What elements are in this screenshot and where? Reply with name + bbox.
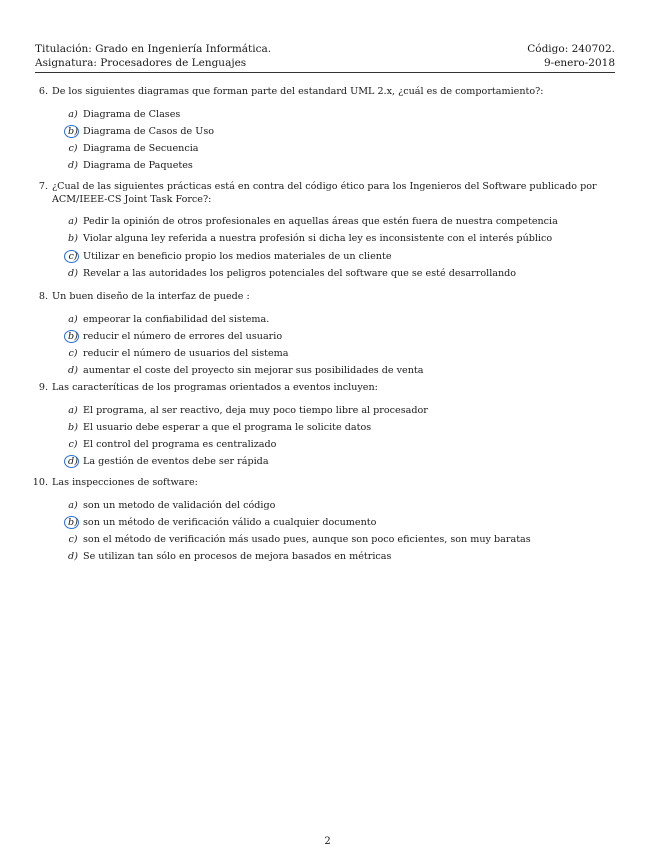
option-text: El usuario debe esperar a que el programa le solicite datos: [83, 421, 372, 433]
option-text: El programa, al ser reactivo, deja muy poco tiempo libre al procesador: [83, 404, 428, 416]
answer-option[interactable]: [67, 328, 607, 345]
question-item: [38, 181, 607, 282]
option-letter: c): [68, 143, 78, 155]
option-letter: d): [68, 268, 78, 280]
option-text: Se utilizan tan sólo en procesos de mejora basados en métricas: [83, 551, 392, 563]
exam-code: Código: 240702.: [527, 43, 615, 55]
answer-option[interactable]: [67, 140, 607, 157]
question-item: [32, 477, 607, 566]
question-text: Las inspecciones de software:: [52, 477, 198, 488]
header-left: [35, 42, 271, 70]
answer-option[interactable]: [67, 531, 607, 548]
question-text: Las caracteríticas de los programas orientados a eventos incluyen:: [52, 382, 378, 393]
answer-option[interactable]: [67, 362, 607, 379]
option-text: Pedir la opinión de otros profesionales en aquellas áreas que estén fuera de nuestra competencia: [83, 216, 558, 228]
option-letter: d): [68, 551, 78, 563]
option-letter: a): [68, 108, 78, 120]
question-text: De los siguientes diagramas que forman parte del estandard UML 2.x, ¿cuál es de comportamiento?:: [52, 86, 544, 97]
option-letter: a): [68, 216, 78, 228]
answer-option[interactable]: [67, 311, 607, 328]
option-text: Diagrama de Paquetes: [83, 160, 193, 172]
question-number: 8.: [38, 291, 48, 302]
exam-date: 9-enero-2018: [543, 57, 615, 69]
option-text: Diagrama de Casos de Uso: [83, 125, 215, 137]
option-letter: a): [68, 499, 78, 511]
answer-option[interactable]: [67, 213, 607, 230]
option-letter: c): [68, 534, 78, 546]
option-letter: d): [68, 365, 78, 377]
option-letter: b): [68, 516, 78, 528]
question-item: [38, 382, 607, 471]
header-right: [527, 42, 615, 70]
option-letter: b): [68, 421, 78, 433]
answer-option[interactable]: [67, 497, 607, 514]
question-number: 7.: [38, 181, 48, 192]
option-text: son el método de verificación más usado pues, aunque son poco eficientes, son muy baratas: [83, 534, 531, 546]
page-number: 2: [324, 836, 331, 847]
question-number: 6.: [38, 86, 48, 97]
option-list: [52, 213, 607, 282]
answer-option[interactable]: [67, 157, 607, 174]
answer-option[interactable]: [67, 345, 607, 362]
answer-option[interactable]: [67, 436, 607, 453]
option-letter: a): [68, 313, 78, 325]
option-text: reducir el número de usuarios del sistema: [83, 348, 289, 360]
option-text: Diagrama de Secuencia: [83, 143, 199, 155]
selected-answer-circle: [64, 250, 79, 263]
question-item: [38, 291, 607, 380]
header-divider: [35, 72, 615, 73]
option-text: La gestión de eventos debe ser rápida: [83, 456, 269, 468]
option-text: empeorar la confiabilidad del sistema.: [83, 313, 270, 325]
option-text: Diagrama de Clases: [83, 108, 181, 120]
option-letter: a): [68, 404, 78, 416]
question-number: 9.: [38, 382, 48, 393]
answer-option[interactable]: [67, 402, 607, 419]
option-list: [52, 497, 607, 566]
option-text: reducir el número de errores del usuario: [83, 330, 283, 342]
option-letter: b): [68, 233, 78, 245]
answer-option[interactable]: [67, 106, 607, 123]
question-text: Un buen diseño de la interfaz de puede :: [52, 291, 250, 302]
answer-option[interactable]: [67, 419, 607, 436]
answer-option[interactable]: [67, 248, 607, 265]
option-text: Utilizar en beneficio propio los medios materiales de un cliente: [83, 250, 392, 262]
option-letter: d): [68, 456, 78, 468]
option-list: [52, 311, 607, 380]
question-text: ¿Cual de las siguientes prácticas está en contra del código ético para los Ingenieros del Software publicado por ACM/IEEE-CS Joint Task Force?:: [52, 181, 597, 205]
option-letter: d): [68, 160, 78, 172]
question-item: [38, 86, 607, 175]
answer-option[interactable]: [67, 548, 607, 565]
option-list: [52, 402, 607, 471]
selected-answer-circle: [64, 516, 79, 529]
option-text: son un método de verificación válido a cualquier documento: [83, 516, 377, 528]
option-letter: b): [68, 330, 78, 342]
answer-option[interactable]: [67, 265, 607, 282]
subject-label: Asignatura: Procesadores de Lenguajes: [35, 57, 247, 69]
option-letter: c): [68, 439, 78, 451]
option-letter: c): [68, 348, 78, 360]
answer-option[interactable]: [67, 453, 607, 470]
option-text: Violar alguna ley referida a nuestra profesión si dicha ley es inconsistente con el interés público: [83, 233, 553, 245]
option-text: son un metodo de validación del código: [83, 499, 276, 511]
selected-answer-circle: [64, 330, 79, 343]
answer-option[interactable]: [67, 514, 607, 531]
option-text: El control del programa es centralizado: [83, 439, 277, 451]
answer-option[interactable]: [67, 123, 607, 140]
option-letter: c): [68, 250, 78, 262]
question-number: 10.: [32, 477, 48, 488]
page-header: [35, 42, 615, 70]
answer-option[interactable]: [67, 230, 607, 247]
option-list: [52, 106, 607, 175]
option-letter: b): [68, 125, 78, 137]
option-text: Revelar a las autoridades los peligros potenciales del software que se esté desarrollando: [83, 268, 517, 280]
degree-label: Titulación: Grado en Ingeniería Informática.: [35, 43, 272, 55]
selected-answer-circle: [64, 125, 79, 138]
option-text: aumentar el coste del proyecto sin mejorar sus posibilidades de venta: [83, 365, 424, 377]
